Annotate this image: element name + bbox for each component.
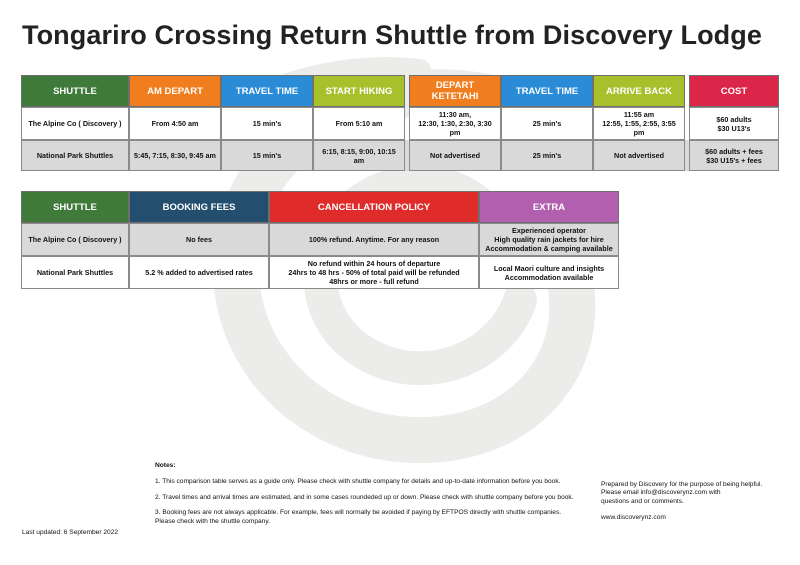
cell-depart-ketetahi: 11:30 am, 12:30, 1:30, 2:30, 3:30 pm — [409, 107, 501, 140]
cell-start-hiking: 6:15, 8:15, 9:00, 10:15 am — [313, 140, 405, 171]
cell-travel-time-back: 25 min's — [501, 107, 593, 140]
cell-arrive-back: Not advertised — [593, 140, 685, 171]
cell-am-depart: From 4:50 am — [129, 107, 221, 140]
cell-am-depart: 5:45, 7:15, 8:30, 9:45 am — [129, 140, 221, 171]
cell-shuttle: National Park Shuttles — [21, 256, 129, 289]
cell-extra: Local Maori culture and insights Accommodation available — [479, 256, 619, 289]
cell-shuttle: The Alpine Co ( Discovery ) — [21, 107, 129, 140]
cell-arrive-back: 11:55 am 12:55, 1:55, 2:55, 3:55 pm — [593, 107, 685, 140]
header-travel-time: TRAVEL TIME — [221, 75, 313, 107]
shuttle-policy-table — [21, 191, 619, 289]
header-depart-ketetahi: DEPART KETETAHI — [409, 75, 501, 107]
header-shuttle: SHUTTLE — [21, 75, 129, 107]
cell-travel-time: 15 min's — [221, 140, 313, 171]
contact-line: questions and or comments. — [601, 497, 684, 505]
cell-cost: $60 adults + fees $30 U15's + fees — [689, 140, 779, 171]
table-row — [21, 256, 619, 289]
shuttle-schedule-table — [21, 75, 779, 171]
note-item: 1. This comparison table serves as a guide only. Please check with shuttle company for details and up-to-date information before you book. — [155, 478, 561, 486]
cell-start-hiking: From 5:10 am — [313, 107, 405, 140]
cell-cancellation: No refund within 24 hours of departure 24hrs to 48 hrs - 50% of total paid will be refunded 48hrs or more - full refund — [269, 256, 479, 289]
cell-booking-fees: No fees — [129, 223, 269, 256]
cell-booking-fees: 5.2 % added to advertised rates — [129, 256, 269, 289]
cell-shuttle: National Park Shuttles — [21, 140, 129, 171]
header-shuttle: SHUTTLE — [21, 191, 129, 223]
table-row — [21, 223, 619, 256]
prepared-line: Prepared by Discovery for the purpose of being helpful. — [601, 481, 763, 488]
website-link[interactable]: www.discoverynz.com — [601, 514, 666, 522]
cell-depart-ketetahi: Not advertised — [409, 140, 501, 171]
last-updated: Last updated: 6 September 2022 — [22, 529, 119, 536]
header-am-depart: AM DEPART — [129, 75, 221, 107]
header-extra: EXTRA — [479, 191, 619, 223]
contact-line: Please email info@discoverynz.com with — [601, 489, 721, 497]
header-cost: COST — [689, 75, 779, 107]
note-item: 2. Travel times and arrival times are estimated, and in some cases roundeded up or down. Please check with shuttle company before you book. — [155, 493, 574, 501]
table-row — [21, 107, 779, 140]
table-row — [21, 140, 779, 171]
header-arrive-back: ARRIVE BACK — [593, 75, 685, 107]
notes-section — [155, 462, 575, 533]
notes-title: Notes: — [155, 462, 176, 469]
header-start-hiking: START HIKING — [313, 75, 405, 107]
cell-travel-time: 15 min's — [221, 107, 313, 140]
cell-extra: Experienced operator High quality rain jackets for hire Accommodation & camping available — [479, 223, 619, 256]
cell-cost: $60 adults $30 U13's — [689, 107, 779, 140]
page-title: Tongariro Crossing Return Shuttle from Discovery Lodge — [22, 20, 762, 50]
cell-cancellation: 100% refund. Anytime. For any reason — [269, 223, 479, 256]
note-item: 3. Booking fees are not always applicable. For example, fees will normally be avoided if paying by EFTPOS directly with shuttle companies. Please check with the shuttle company. — [155, 509, 562, 525]
cell-travel-time-back: 25 min's — [501, 140, 593, 171]
header-cancellation-policy: CANCELLATION POLICY — [269, 191, 479, 223]
header-booking-fees: BOOKING FEES — [129, 191, 269, 223]
prepared-by-section — [601, 481, 786, 531]
header-travel-time-back: TRAVEL TIME — [501, 75, 593, 107]
cell-shuttle: The Alpine Co ( Discovery ) — [21, 223, 129, 256]
